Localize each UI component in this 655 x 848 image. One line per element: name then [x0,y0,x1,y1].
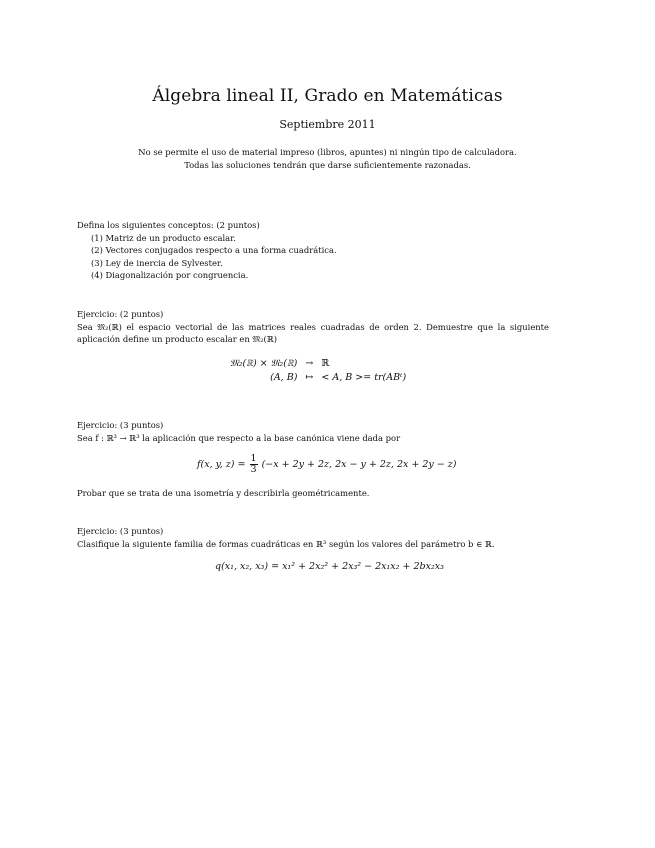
exercise-2-statement: Sea f : ℝ³ → ℝ³ la aplicación que respecto a la base canónica viene dada por [77,432,401,443]
fraction-denominator: 3 [250,464,257,475]
exercise-2-section [77,419,549,444]
definitions-section [77,219,549,282]
list-item: (1) Matriz de un producto escalar. [91,232,236,243]
exercise-3-heading: Ejercicio: (3 puntos) [77,526,164,536]
exam-rules [0,146,655,172]
exercise-2-heading: Ejercicio: (3 puntos) [77,420,164,430]
exercise-3-section [77,525,549,550]
list-item: (3) Ley de inercia de Sylvester. [91,257,223,268]
exercise-3-statement: Clasifique la siguiente familia de formas cuadráticas en ℝ³ según los valores del parámetro b ∈ ℝ. [77,538,495,549]
map-domain: 𝔐₂(ℝ) × 𝔐₂(ℝ) [230,358,298,369]
exercise-1-section [77,308,549,346]
map-output: < A, B >= tr(ABᵗ) [321,372,407,383]
formula-lhs: f(x, y, z) = [197,459,246,470]
map-codomain: ℝ [321,358,330,369]
exercise-2-question: Probar que se trata de una isometría y describirla geométricamente. [77,488,370,498]
definitions-list [77,232,549,282]
page-title: Álgebra lineal II, Grado en Matemáticas [152,86,503,106]
isometry-formula [197,454,456,475]
map-input: (A, B) [270,372,298,383]
scalar-product-map [226,357,410,385]
exercise-1-heading: Ejercicio: (2 puntos) [77,309,164,319]
exercise-2-task [77,487,549,500]
list-item: (4) Diagonalización por congruencia. [91,270,249,281]
map-arrow: → [305,358,314,369]
rule-line: Todas las soluciones tendrán que darse suficientemente razonadas. [184,160,471,170]
formula-rhs: (−x + 2y + 2z, 2x − y + 2z, 2x + 2y − z) [261,459,457,470]
exercise-1-statement: Sea 𝔐₂(ℝ) el espacio vectorial de las matrices reales cuadradas de orden 2. Demuestre que la siguiente aplicación define un producto escalar en 𝔐₂(ℝ) [77,321,549,345]
map-mapsto: ↦ [305,372,314,383]
rule-line: No se permite el uso de material impreso (libros, apuntes) ni ningún tipo de calculadora. [138,147,517,157]
definitions-heading: Defina los siguientes conceptos: (2 puntos) [77,220,260,230]
fraction-numerator: 1 [250,453,257,464]
quadratic-form-formula: q(x₁, x₂, x₃) = x₁² + 2x₂² + 2x₃² − 2x₁x₂ + 2bx₂x₃ [215,561,444,572]
fraction [250,454,258,475]
exam-date: Septiembre 2011 [279,118,376,131]
list-item: (2) Vectores conjugados respecto a una forma cuadrática. [91,245,337,256]
